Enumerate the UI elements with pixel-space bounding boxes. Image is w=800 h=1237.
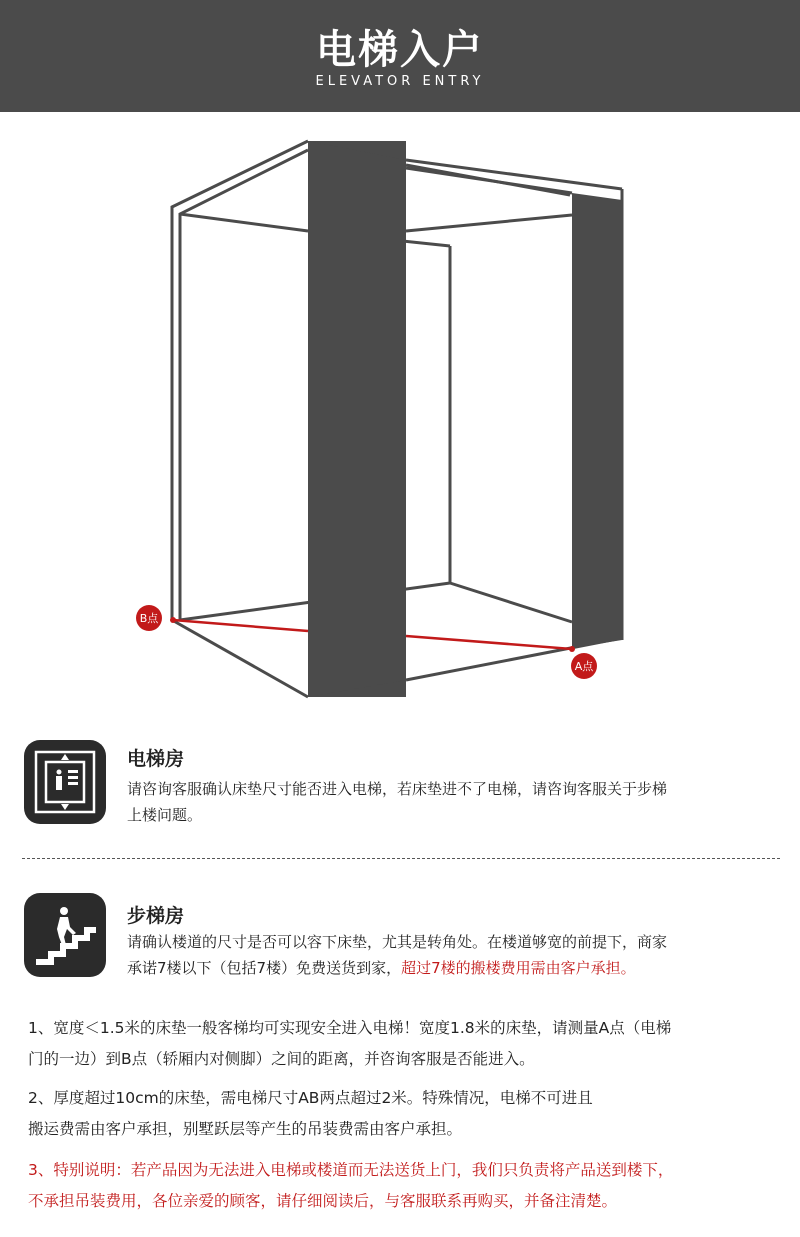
- ab-measure-line-left: [173, 620, 308, 631]
- elevator-room-line2: 上楼问题。: [127, 806, 203, 824]
- elevator-diagram: [0, 112, 800, 732]
- stair-room-section: [24, 893, 784, 993]
- point-a-dot: [569, 646, 575, 652]
- stair-room-body: [127, 929, 777, 981]
- elevator-door-right-panel: [572, 193, 622, 648]
- stair-room-line2-red: 超过7楼的搬楼费用需由客户承担。: [401, 959, 636, 977]
- stair-room-title: 步梯房: [127, 905, 185, 927]
- elevator-room-section: [24, 740, 784, 840]
- note-3: [28, 1155, 778, 1217]
- elevator-door-left-panel: [308, 141, 406, 697]
- note-1-line1: 1、宽度＜1.5米的床垫一般客梯均可实现安全进入电梯！宽度1.8米的床垫，请测量A点（电梯: [28, 1019, 672, 1037]
- stairs-icon: [24, 893, 106, 977]
- note-2-line1: 2、厚度超过10cm的床垫，需电梯尺寸AB两点超过2米。特殊情况，电梯不可进且: [28, 1089, 593, 1107]
- note-2-line2: 搬运费需由客户承担，别墅跃层等产生的吊装费需由客户承担。: [28, 1120, 463, 1138]
- note-1-line2: 门的一边）到B点（轿厢内对侧脚）之间的距离，并咨询客服是否能进入。: [28, 1050, 535, 1068]
- note-1: [28, 1013, 778, 1075]
- point-a-label: A点: [574, 660, 594, 673]
- elevator-room-line1: 请咨询客服确认床垫尺寸能否进入电梯，若床垫进不了电梯，请咨询客服关于步梯: [127, 780, 668, 798]
- point-b-dot: [170, 617, 176, 623]
- stair-room-line2-normal: 承诺7楼以下（包括7楼）免费送货到家，: [127, 959, 402, 977]
- note-2: [28, 1083, 778, 1145]
- note-3-line2: 不承担吊装费用，各位亲爱的顾客，请仔细阅读后，与客服联系再购买，并备注清楚。: [28, 1192, 618, 1210]
- stair-room-line2: [127, 955, 777, 981]
- page-header: [0, 0, 800, 112]
- elevator-room-title: 电梯房: [127, 748, 185, 770]
- note-3-line1: 3、特别说明：若产品因为无法进入电梯或楼道而无法送货上门，我们只负责将产品送到楼下，: [28, 1161, 674, 1179]
- stair-room-line1: 请确认楼道的尺寸是否可以容下床垫，尤其是转角处。在楼道够宽的前提下，商家: [127, 933, 668, 951]
- point-b-label: B点: [139, 612, 159, 625]
- elevator-icon: [24, 740, 106, 824]
- ab-measure-line-right: [406, 636, 572, 649]
- elevator-room-body: [127, 776, 777, 828]
- page-title: 电梯入户: [316, 27, 484, 73]
- section-divider: [22, 858, 780, 859]
- page-subtitle: ELEVATOR ENTRY: [315, 74, 485, 89]
